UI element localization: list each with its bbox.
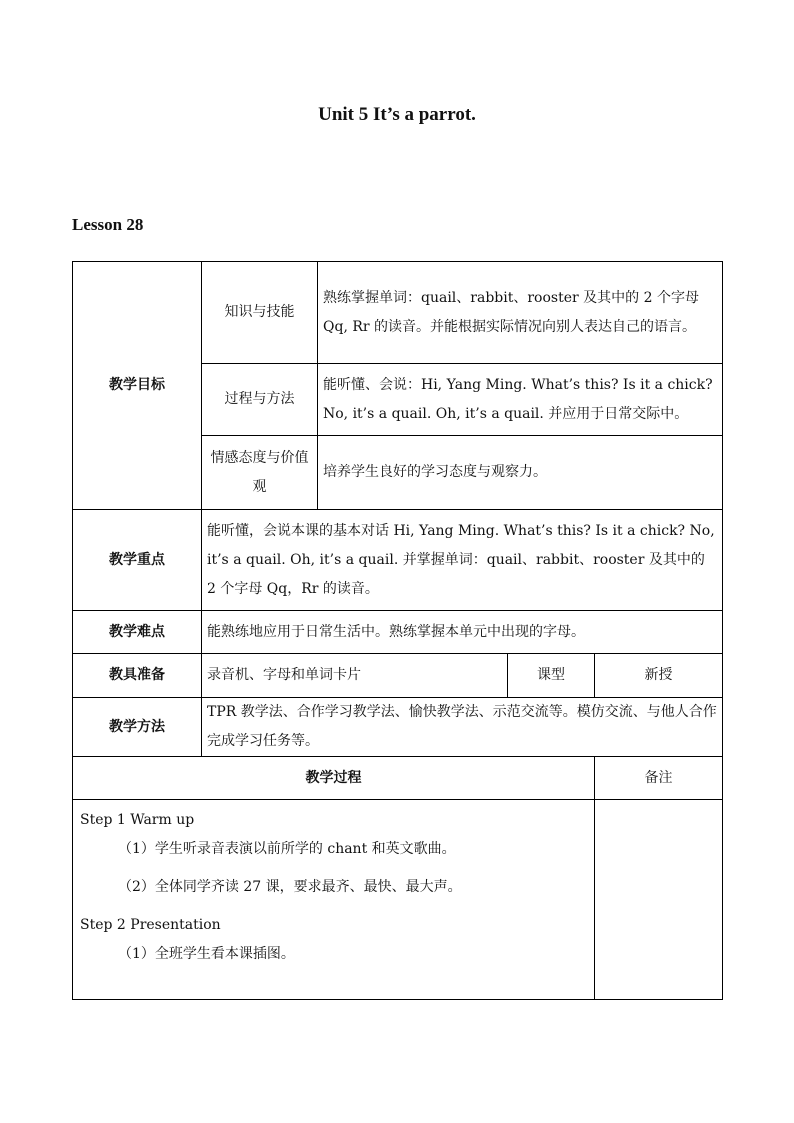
lesson-type-label: 课型 xyxy=(508,654,595,698)
methods-text: TPR 教学法、合作学习教学法、愉快教学法、示范交流等。模仿交流、与他人合作完成学习任务等。 xyxy=(202,698,723,757)
step-1-item-1: （1）学生听录音表演以前所学的 chant 和英文歌曲。 xyxy=(118,841,456,857)
step-1-item-2: （2）全体同学齐读 27 课，要求最齐、最快、最大声。 xyxy=(118,879,462,895)
materials-text: 录音机、字母和单词卡片 xyxy=(202,654,508,698)
lesson-plan-table xyxy=(72,261,723,1000)
table-row xyxy=(73,262,723,364)
knowledge-skills-text: 熟练掌握单词：quail、rabbit、rooster 及其中的 2 个字母 Qq, Rr 的读音。并能根据实际情况向别人表达自己的语言。 xyxy=(318,262,723,364)
process-header-label: 教学过程 xyxy=(73,757,595,800)
objectives-label: 教学目标 xyxy=(73,262,202,510)
table-row xyxy=(73,698,723,757)
lesson-heading: Lesson 28 xyxy=(72,215,144,234)
table-row xyxy=(73,757,723,800)
key-points-text: 能听懂，会说本课的基本对话 Hi, Yang Ming. What’s this? Is it a chick? No, it’s a quail. Oh, it’s a quail. 并掌握单词：quail、rabbit、rooster 及其中的 2 个字母 Qq，Rr 的读音。 xyxy=(202,510,723,611)
materials-label: 教具准备 xyxy=(73,654,202,698)
table-row xyxy=(73,510,723,611)
table-row xyxy=(73,654,723,698)
key-points-label: 教学重点 xyxy=(73,510,202,611)
notes-header-label: 备注 xyxy=(595,757,723,800)
table-row xyxy=(73,611,723,654)
difficulties-text: 能熟练地应用于日常生活中。熟练掌握本单元中出现的字母。 xyxy=(202,611,723,654)
document-title: Unit 5 It’s a parrot. xyxy=(318,104,476,125)
table-row xyxy=(73,800,723,1000)
emotion-values-label: 情感态度与价值观 xyxy=(202,436,318,510)
process-body xyxy=(73,800,595,1000)
emotion-values-text: 培养学生良好的学习态度与观察力。 xyxy=(318,436,723,510)
step-2-item-1: （1）全班学生看本课插图。 xyxy=(118,946,295,962)
process-methods-text: 能听懂、会说：Hi, Yang Ming. What’s this? Is it a chick? No, it’s a quail. Oh, it’s a quail. 并应用于日常交际中。 xyxy=(318,364,723,436)
process-methods-label: 过程与方法 xyxy=(202,364,318,436)
step-2-heading: Step 2 Presentation xyxy=(80,917,221,933)
knowledge-skills-label: 知识与技能 xyxy=(202,262,318,364)
difficulties-label: 教学难点 xyxy=(73,611,202,654)
methods-label: 教学方法 xyxy=(73,698,202,757)
notes-cell xyxy=(595,800,723,1000)
step-1-heading: Step 1 Warm up xyxy=(80,812,195,828)
lesson-type-value: 新授 xyxy=(595,654,723,698)
